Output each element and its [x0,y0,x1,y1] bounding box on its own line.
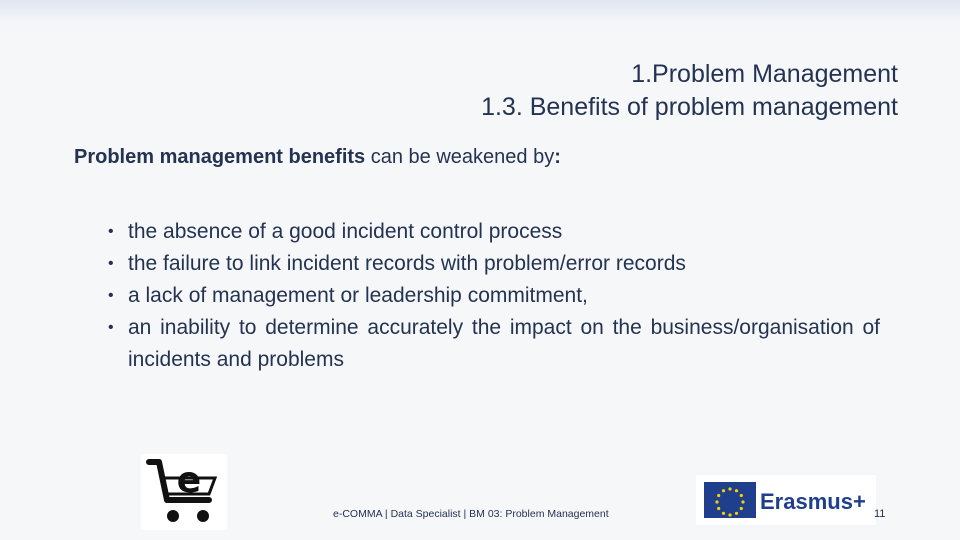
bullet-icon: • [108,223,114,240]
bullet-text: the absence of a good incident control process [128,220,563,243]
cart-icon [141,454,227,530]
slide-title [481,58,898,124]
bullet-icon: • [108,319,114,336]
intro-colon: : [554,146,561,168]
erasmus-logo [696,475,876,525]
ecomma-cart-logo [141,454,227,530]
footer-text: e-COMMA | Data Specialist | BM 03: Problem Management [333,508,609,520]
bullet-text: an inability to determine accurately the impact on the business/organisation of incidents and problems [128,316,880,371]
intro-rest: can be weakened by [365,146,555,168]
bullet-item [108,280,880,312]
title-line-1: 1.Problem Management [631,60,898,88]
intro-sentence [74,146,561,169]
bullet-icon: • [108,287,114,304]
bullet-item [108,216,880,248]
title-line-2: 1.3. Benefits of problem management [481,93,898,121]
erasmus-text: Erasmus+ [760,489,866,514]
bullet-item [108,248,880,280]
bullet-list [108,216,880,376]
bullet-text: the failure to link incident records with problem/error records [128,252,686,275]
bullet-icon: • [108,255,114,272]
ecomma-letter: e [176,460,202,501]
bullet-item [108,312,880,376]
page-number: 11 [874,508,886,520]
bullet-text: a lack of management or leadership commitment, [128,284,588,307]
intro-bold: Problem management benefits [74,146,366,168]
eu-flag-icon [696,475,876,525]
